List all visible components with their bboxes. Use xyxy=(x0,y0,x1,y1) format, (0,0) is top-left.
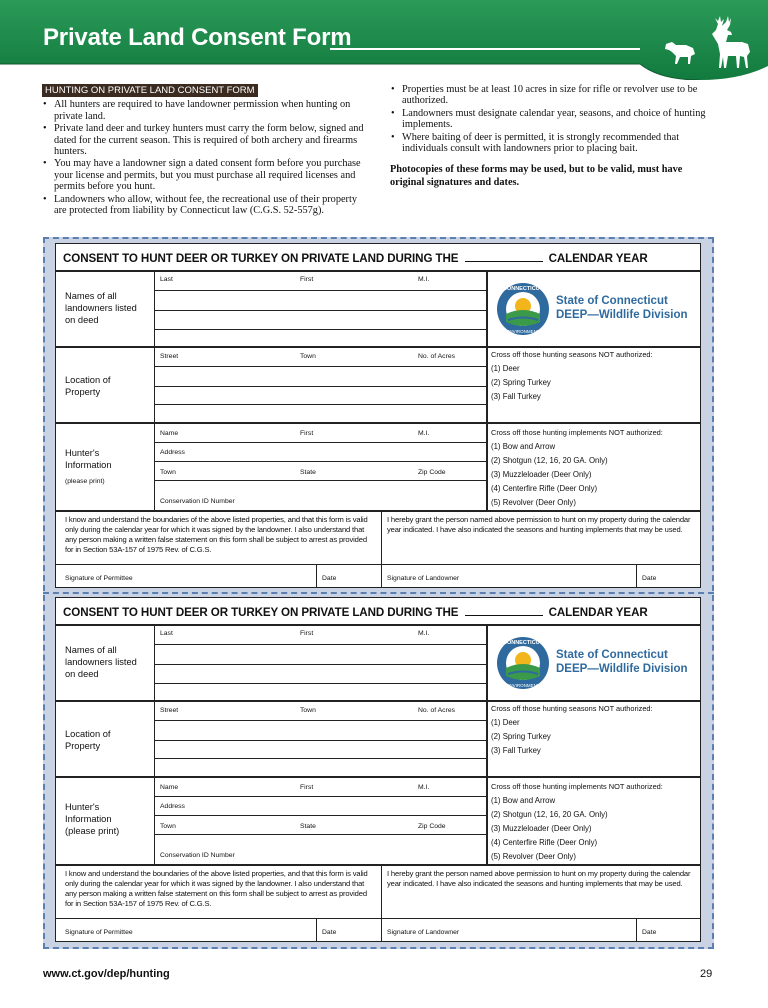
col-last: Last xyxy=(160,630,173,637)
landowner-statement: I hereby grant the person named above permission to hunt on my property during the calendar year indicated. I have also indicated the seasons and hunting implements that may be used. xyxy=(387,515,691,534)
col-conservation: Conservation ID Number xyxy=(160,498,235,505)
title-underline xyxy=(330,48,640,50)
location-label: Location of Property xyxy=(65,729,111,751)
form-title-suffix: CALENDAR YEAR xyxy=(548,252,648,265)
intro-heading: HUNTING ON PRIVATE LAND CONSENT FORM xyxy=(42,84,258,97)
col-mi: M.I. xyxy=(418,630,430,637)
page-number: 29 xyxy=(700,968,713,980)
agency-line-2: DEEP—Wildlife Division xyxy=(556,663,688,675)
col-mi: M.I. xyxy=(418,784,430,791)
list-item: • All hunters are required to have landowner permission when hunting on private land. xyxy=(42,99,369,122)
permittee-statement: I know and understand the boundaries of the above listed properties, and that this form is valid only during the calendar year for which it was signed by the landowner. I also understand that any person making a written false statement on this form shall be subject to arrest as provided for in Section 53A-157 of 1975 Rev. of C.G.S. xyxy=(65,869,368,908)
form-title xyxy=(63,606,648,619)
landowner-date-field[interactable]: Date xyxy=(642,929,657,936)
season-item: (1) Deer xyxy=(491,364,520,373)
intro-right-column xyxy=(390,84,715,189)
col-first: First xyxy=(300,630,314,637)
form-title-prefix: CONSENT TO HUNT DEER OR TURKEY ON PRIVATE LAND DURING THE xyxy=(63,606,459,619)
intro-left-column xyxy=(42,84,369,217)
col-mi: M.I. xyxy=(418,430,430,437)
col-town: Town xyxy=(300,707,316,714)
deer-dog-silhouette-icon xyxy=(660,12,760,70)
implements-heading: Cross off those hunting implements NOT authorized: xyxy=(491,428,663,437)
location-label: Location of Property xyxy=(65,375,111,397)
col-town: Town xyxy=(160,823,176,830)
implement-item: (2) Shotgun (12, 16, 20 GA. Only) xyxy=(491,810,608,819)
col-zip: Zip Code xyxy=(418,469,446,476)
form-title xyxy=(63,252,648,265)
col-address: Address xyxy=(160,449,185,456)
svg-text:ENVIRONMENT: ENVIRONMENT xyxy=(506,683,540,688)
implement-item: (1) Bow and Arrow xyxy=(491,442,556,451)
seasons-heading: Cross off those hunting seasons NOT authorized: xyxy=(491,704,653,713)
intro-left-list xyxy=(42,99,369,216)
col-first: First xyxy=(300,430,314,437)
landowner-signature-field[interactable]: Signature of Landowner xyxy=(387,575,460,582)
col-street: Street xyxy=(160,353,179,360)
col-mi: M.I. xyxy=(418,276,430,283)
names-label: Names of all landowners listed on deed xyxy=(65,291,137,325)
calendar-year-blank[interactable] xyxy=(465,615,543,616)
agency-line-1: State of Connecticut xyxy=(556,649,668,661)
consent-form-1 xyxy=(55,243,701,588)
implement-item: (1) Bow and Arrow xyxy=(491,796,556,805)
intro-right-list xyxy=(390,84,715,154)
list-item: • Where baiting of deer is permitted, it is strongly recommended that individuals consult with landowners prior to placing bait. xyxy=(390,132,715,155)
col-first: First xyxy=(300,276,314,283)
implement-item: (3) Muzzleloader (Deer Only) xyxy=(491,470,592,479)
agency-line-1: State of Connecticut xyxy=(556,295,668,307)
col-zip: Zip Code xyxy=(418,823,446,830)
hunter-sub: (please print) xyxy=(65,826,120,836)
implements-heading: Cross off those hunting implements NOT authorized: xyxy=(491,782,663,791)
permittee-date-field[interactable]: Date xyxy=(322,929,337,936)
landowner-date-field[interactable]: Date xyxy=(642,575,657,582)
consent-form-2 xyxy=(55,597,701,942)
cut-line xyxy=(43,592,714,594)
season-item: (2) Spring Turkey xyxy=(491,732,551,741)
deep-seal-icon xyxy=(496,636,550,690)
page-title: Private Land Consent Form xyxy=(43,24,352,51)
photocopy-note: Photocopies of these forms may be used, but to be valid, must have original signatures and dates. xyxy=(390,164,683,188)
form-title-suffix: CALENDAR YEAR xyxy=(548,606,648,619)
col-conservation: Conservation ID Number xyxy=(160,852,235,859)
hunter-sub: (please print) xyxy=(65,478,105,485)
hunter-label: Hunter's Information xyxy=(65,448,112,470)
season-item: (3) Fall Turkey xyxy=(491,392,541,401)
col-street: Street xyxy=(160,707,179,714)
season-item: (1) Deer xyxy=(491,718,520,727)
landowner-statement: I hereby grant the person named above permission to hunt on my property during the calendar year indicated. I have also indicated the seasons and hunting implements that may be used. xyxy=(387,869,691,888)
footer-url[interactable]: www.ct.gov/dep/hunting xyxy=(43,968,170,980)
col-name: Name xyxy=(160,784,179,791)
form-title-prefix: CONSENT TO HUNT DEER OR TURKEY ON PRIVATE LAND DURING THE xyxy=(63,252,459,265)
list-item: • Landowners who allow, without fee, the recreational use of their property are protected from liability by Connecticut law (C.G.S. 52-557g). xyxy=(42,194,369,217)
implement-item: (3) Muzzleloader (Deer Only) xyxy=(491,824,592,833)
col-state: State xyxy=(300,823,316,830)
list-item: • Properties must be at least 10 acres in size for rifle or revolver use to be authorized. xyxy=(390,84,715,107)
col-town: Town xyxy=(300,353,316,360)
col-acres: No. of Acres xyxy=(418,707,456,714)
season-item: (3) Fall Turkey xyxy=(491,746,541,755)
col-last: Last xyxy=(160,276,173,283)
permittee-date-field[interactable]: Date xyxy=(322,575,337,582)
implement-item: (5) Revolver (Deer Only) xyxy=(491,852,576,861)
calendar-year-blank[interactable] xyxy=(465,261,543,262)
list-item: • You may have a landowner sign a dated consent form before you purchase your license and permits, but you must purchase all required licenses and permits before you hunt. xyxy=(42,158,369,192)
col-town: Town xyxy=(160,469,176,476)
col-state: State xyxy=(300,469,316,476)
landowner-signature-field[interactable]: Signature of Landowner xyxy=(387,929,460,936)
deep-seal-icon xyxy=(496,282,550,336)
col-acres: No. of Acres xyxy=(418,353,456,360)
col-name: Name xyxy=(160,430,179,437)
col-first: First xyxy=(300,784,314,791)
list-item: • Private land deer and turkey hunters must carry the form below, signed and dated for the current season. This is required of both archery and firearms hunters. xyxy=(42,123,369,157)
permittee-signature-field[interactable]: Signature of Permittee xyxy=(65,929,133,936)
hunter-label: Hunter's Information xyxy=(65,802,112,824)
svg-text:CONNECTICUT: CONNECTICUT xyxy=(502,640,544,646)
agency-line-2: DEEP—Wildlife Division xyxy=(556,309,688,321)
implement-item: (2) Shotgun (12, 16, 20 GA. Only) xyxy=(491,456,608,465)
page-header xyxy=(0,0,768,80)
implement-item: (4) Centerfire Rifle (Deer Only) xyxy=(491,838,598,847)
permittee-statement: I know and understand the boundaries of the above listed properties, and that this form is valid only during the calendar year for which it was signed by the landowner. I also understand that any person making a written false statement on this form shall be subject to arrest as provided for in Section 53A-157 of 1975 Rev. of C.G.S. xyxy=(65,515,368,554)
season-item: (2) Spring Turkey xyxy=(491,378,551,387)
list-item: • Landowners must designate calendar year, seasons, and choice of hunting implements. xyxy=(390,108,715,131)
svg-text:CONNECTICUT: CONNECTICUT xyxy=(502,286,544,292)
col-address: Address xyxy=(160,803,185,810)
svg-text:ENVIRONMENT: ENVIRONMENT xyxy=(506,329,540,334)
implement-item: (5) Revolver (Deer Only) xyxy=(491,498,576,507)
implement-item: (4) Centerfire Rifle (Deer Only) xyxy=(491,484,598,493)
seasons-heading: Cross off those hunting seasons NOT authorized: xyxy=(491,350,653,359)
names-label: Names of all landowners listed on deed xyxy=(65,645,137,679)
permittee-signature-field[interactable]: Signature of Permittee xyxy=(65,575,133,582)
